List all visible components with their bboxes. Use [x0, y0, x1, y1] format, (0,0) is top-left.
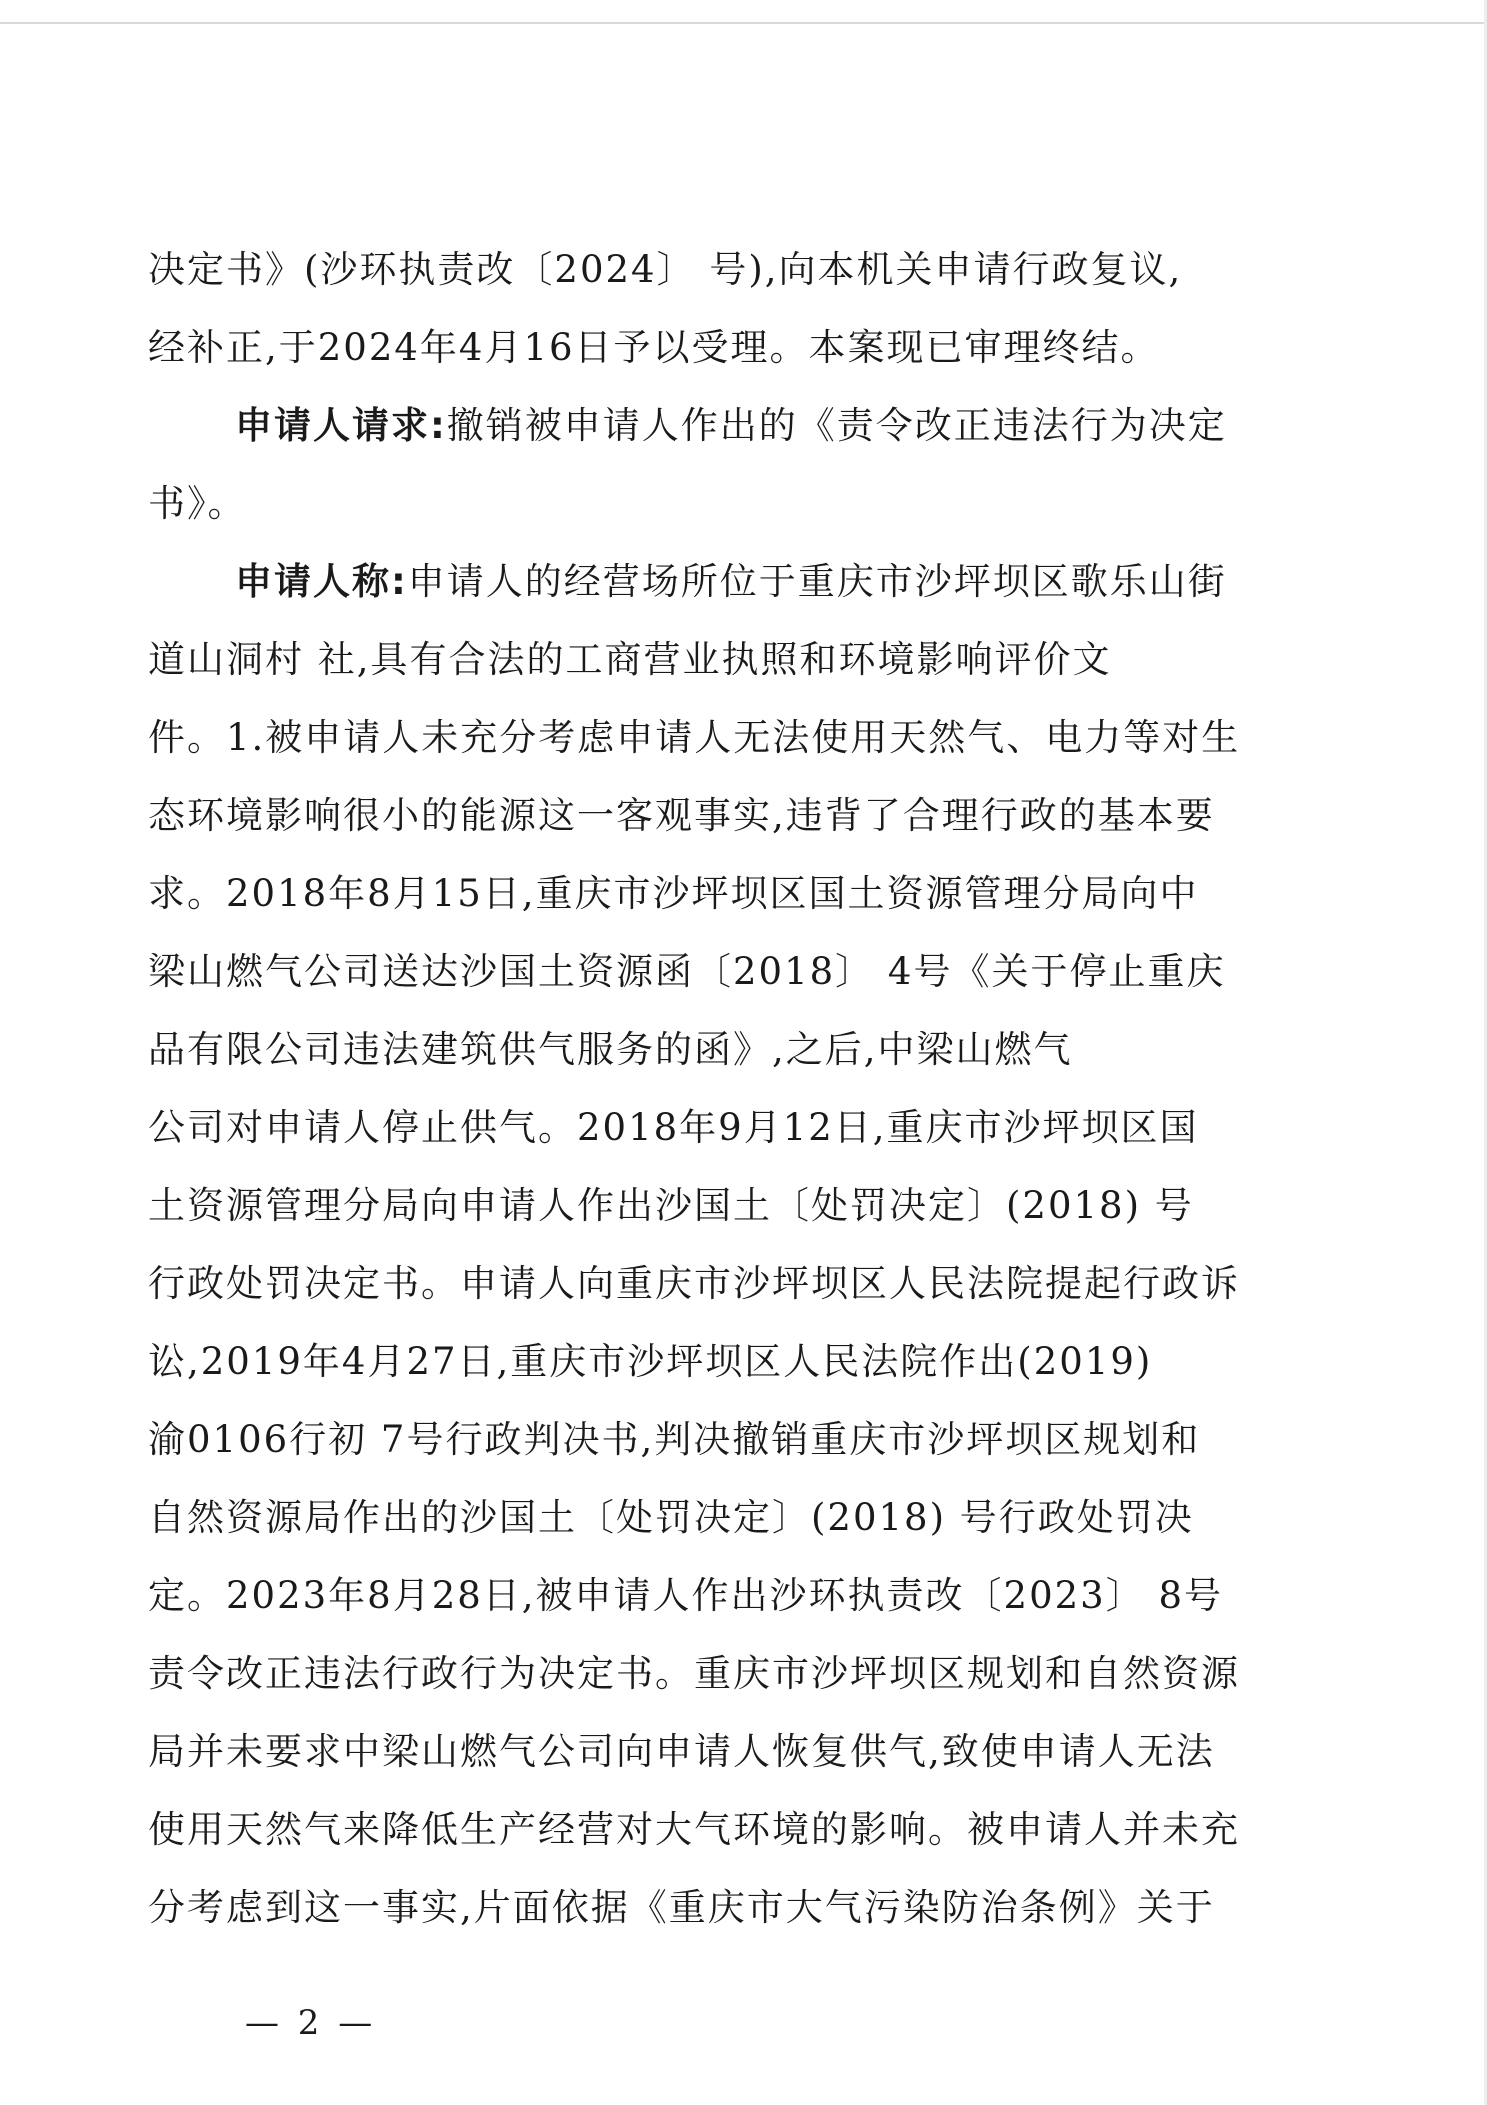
- text-line: 自然资源局作出的沙国土〔处罚决定〕(2018) 号行政处罚决: [148, 1496, 1194, 1539]
- text-line: 决定书》(沙环执责改〔2024〕 号),向本机关申请行政复议,: [148, 248, 1183, 291]
- text-line: 书》。: [148, 482, 247, 525]
- text-line: 讼,2019年4月27日,重庆市沙坪坝区人民法院作出(2019): [148, 1340, 1153, 1383]
- request-text: 撤销被申请人作出的《责令改正违法行为决定: [446, 404, 1227, 447]
- text-line: 局并未要求中梁山燃气公司向申请人恢复供气,致使申请人无法: [148, 1730, 1215, 1773]
- text-line: 公司对申请人停止供气。2018年9月12日,重庆市沙坪坝区国: [148, 1106, 1199, 1149]
- text-line: 行政处罚决定书。申请人向重庆市沙坪坝区人民法院提起行政诉: [148, 1262, 1240, 1305]
- text-line: 态环境影响很小的能源这一客观事实,违背了合理行政的基本要: [148, 794, 1215, 837]
- text-line: 经补正,于2024年4月16日予以受理。本案现已审理终结。: [148, 326, 1160, 369]
- request-paragraph: [235, 401, 1308, 451]
- text-line: 渝0106行初 7号行政判决书,判决撤销重庆市沙坪坝区规划和: [148, 1418, 1201, 1461]
- page-number: — 2 —: [245, 2003, 377, 2043]
- claim-text: 申请人的经营场所位于重庆市沙坪坝区歌乐山街: [407, 560, 1227, 603]
- text-line: 求。2018年8月15日,重庆市沙坪坝区国土资源管理分局向中: [148, 872, 1199, 915]
- text-line: 定。2023年8月28日,被申请人作出沙环执责改〔2023〕 8号: [148, 1574, 1224, 1617]
- text-line: 土资源管理分局向申请人作出沙国土〔处罚决定〕(2018) 号: [148, 1184, 1194, 1227]
- text-line: 使用天然气来降低生产经营对大气环境的影响。被申请人并未充: [148, 1808, 1240, 1851]
- claim-label: 申请人称:: [235, 560, 408, 603]
- text-line: 梁山燃气公司送达沙国土资源函〔2018〕 4号《关于停止重庆: [148, 950, 1226, 993]
- request-label: 申请人请求:: [235, 404, 447, 447]
- text-line: 分考虑到这一事实,片面依据《重庆市大气污染防治条例》关于: [148, 1886, 1215, 1929]
- text-line: 道山洞村 社,具有合法的工商营业执照和环境影响评价文: [148, 638, 1112, 681]
- text-line: 件。1.被申请人未充分考虑申请人无法使用天然气、电力等对生: [148, 716, 1241, 759]
- text-line: 责令改正违法行政行为决定书。重庆市沙坪坝区规划和自然资源: [148, 1652, 1240, 1695]
- text-line: 品有限公司违法建筑供气服务的函》,之后,中梁山燃气: [148, 1028, 1073, 1071]
- claim-paragraph: [235, 557, 1308, 607]
